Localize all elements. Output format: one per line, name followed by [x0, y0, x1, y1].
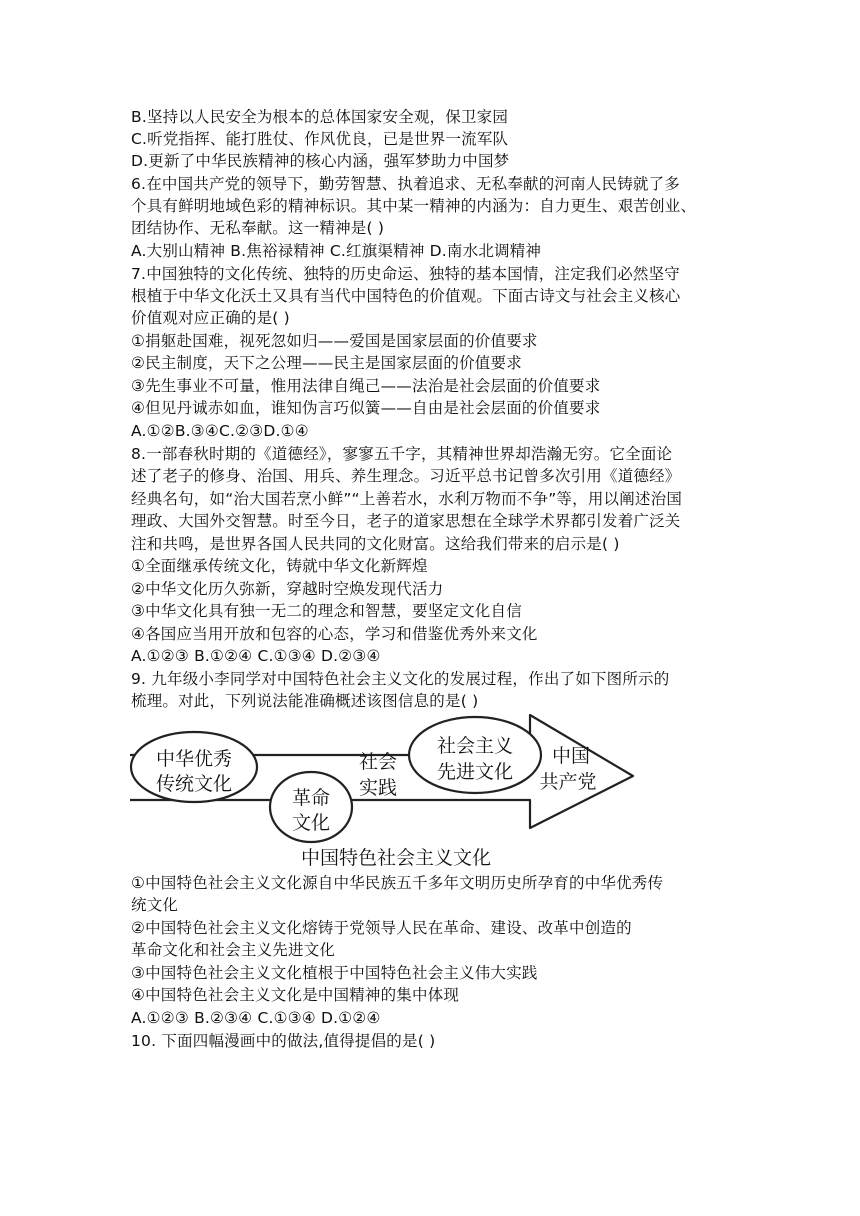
- traditional-culture-label-1: 中华优秀: [155, 748, 233, 770]
- q8-item: ③中华文化具有独一无二的理念和智慧，要坚定文化自信: [131, 602, 522, 620]
- q8-stem-line: 述了老子的修身、治国、用兵、养生理念。习近平总书记曾多次引用《道德经》: [131, 467, 681, 485]
- q5-option-d: D.更新了中华民族精神的核心内涵，强军梦助力中国梦: [131, 152, 510, 170]
- q9-item: ①中国特色社会主义文化源自中华民族五千多年文明历史所孕育的中华优秀传: [131, 874, 664, 892]
- cpc-label-2: 共产党: [539, 771, 597, 793]
- q6-stem-line: 团结协作、无私奉献。这一精神是( ): [131, 219, 385, 237]
- q9-item: ③中国特色社会主义文化植根于中国特色社会主义伟大实践: [131, 964, 538, 982]
- q8-stem-line: 注和共鸣，是世界各国人民共同的文化财富。这给我们带来的启示是( ): [131, 535, 620, 553]
- traditional-culture-label-2: 传统文化: [155, 773, 233, 795]
- q8-item: ④各国应当用开放和包容的心态，学习和借鉴优秀外来文化: [131, 625, 538, 643]
- q6-stem-line: 6.在中国共产党的领导下，勤劳智慧、执着追求、无私奉献的河南人民铸就了多: [131, 175, 680, 193]
- q7-stem-line: 7.中国独特的文化传统、独特的历史命运、独特的基本国情，注定我们必然坚守: [131, 265, 680, 283]
- q7-item: ①捐躯赴国难，视死忽如归——爱国是国家层面的价值要求: [131, 332, 538, 350]
- q8-item: ①全面继承传统文化，铸就中华文化新辉煌: [131, 557, 428, 575]
- social-practice-label-1: 社会: [358, 751, 398, 773]
- cpc-label-1: 中国: [551, 745, 591, 767]
- social-practice-label-2: 实践: [358, 777, 398, 799]
- q9-item: 革命文化和社会主义先进文化: [131, 941, 336, 959]
- socialist-culture-label-2: 先进文化: [436, 761, 514, 783]
- revolutionary-culture-label-2: 文化: [291, 812, 331, 834]
- q9-item: ②中国特色社会主义文化熔铸于党领导人民在革命、建设、改革中创造的: [131, 919, 632, 937]
- q8-item: ②中华文化历久弥新，穿越时空焕发现代活力: [131, 580, 444, 598]
- q9-item: ④中国特色社会主义文化是中国精神的集中体现: [131, 986, 460, 1004]
- socialist-culture-label-1: 社会主义: [436, 735, 514, 757]
- q8-options: A.①②③ B.①②④ C.①③④ D.②③④: [131, 647, 381, 665]
- q7-item: ④但见丹诚赤如血，谁知伪言巧似簧——自由是社会层面的价值要求: [131, 399, 601, 417]
- q8-stem-line: 8.一部春秋时期的《道德经》，寥寥五千字，其精神世界却浩瀚无穷。它全面论: [131, 445, 673, 463]
- q5-option-b: B.坚持以人民安全为根本的总体国家安全观，保卫家园: [131, 108, 509, 126]
- culture-flow-diagram: [128, 710, 640, 870]
- q10-stem: 10. 下面四幅漫画中的做法,值得提倡的是( ): [131, 1032, 436, 1050]
- q8-stem-line: 经典名句，如“治大国若烹小鲜”“上善若水，水利万物而不争”等，用以阐述治国: [131, 490, 683, 508]
- q7-stem-line: 根植于中华文化沃土又具有当代中国特色的价值观。下面古诗文与社会主义核心: [131, 287, 681, 305]
- q7-options: A.①②B.③④C.②③D.①④: [131, 422, 309, 440]
- q5-option-c: C.听党指挥、能打胜仗、作风优良，已是世界一流军队: [131, 130, 509, 148]
- q7-item: ②民主制度，天下之公理——民主是国家层面的价值要求: [131, 354, 522, 372]
- diagram-caption: 中国特色社会主义文化: [300, 847, 492, 869]
- revolutionary-culture-label-1: 革命: [291, 787, 331, 809]
- q9-stem-line: 梳理。对此，下列说法能准确概述该图信息的是( ): [131, 692, 479, 710]
- q9-item: 统文化: [131, 896, 179, 914]
- q6-options: A.大别山精神 B.焦裕禄精神 C.红旗渠精神 D.南水北调精神: [131, 242, 542, 260]
- q9-stem-line: 9. 九年级小李同学对中国特色社会主义文化的发展过程，作出了如下图所示的: [131, 670, 670, 688]
- q7-item: ③先生事业不可量，惟用法律自绳己——法治是社会层面的价值要求: [131, 377, 601, 395]
- q9-options: A.①②③ B.②③④ C.①③④ D.①②④: [131, 1009, 381, 1027]
- q7-stem-line: 价值观对应正确的是( ): [131, 309, 290, 327]
- q6-stem-line: 个具有鲜明地域色彩的精神标识。其中某一精神的内涵为：自力更生、艰苦创业、: [131, 197, 697, 215]
- q8-stem-line: 理政、大国外交智慧。时至今日，老子的道家思想在全球学术界都引发着广泛关: [131, 512, 681, 530]
